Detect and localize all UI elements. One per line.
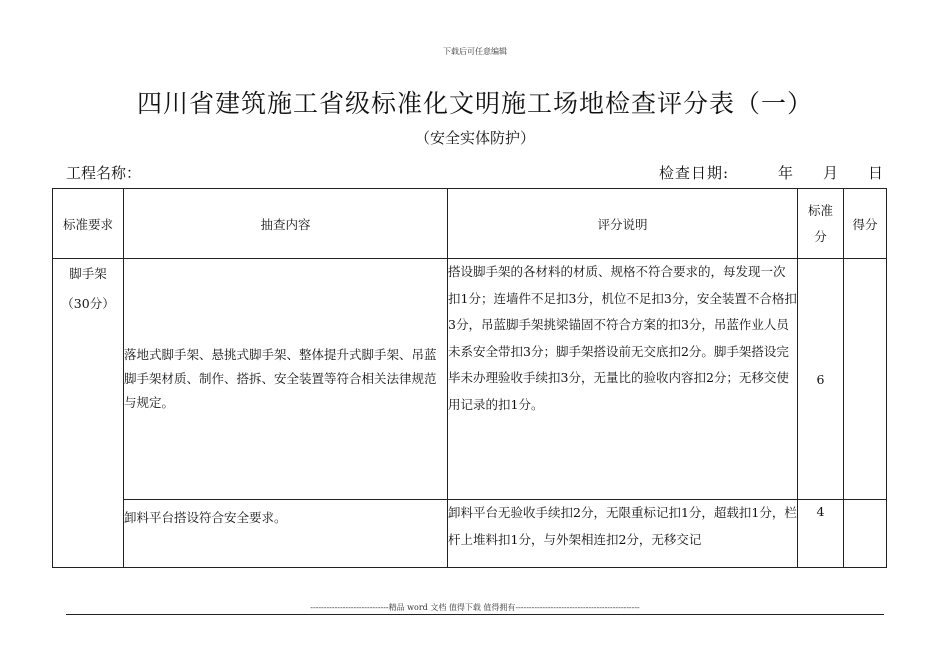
header-score-line2: 分: [814, 228, 827, 244]
score-table: [52, 188, 887, 568]
obtained-score-cell[interactable]: [844, 259, 887, 500]
table-header-row: [53, 189, 887, 259]
category-cell: [53, 259, 124, 568]
category-points: （30分）: [61, 296, 115, 311]
page-subtitle: （安全实体防护）: [414, 129, 535, 147]
table-row: [53, 259, 887, 500]
standard-score-cell: 6: [798, 259, 844, 500]
table-row: [53, 500, 887, 568]
header-requirement: 标准要求: [53, 189, 124, 259]
footer-note: -----------------------------精品 word 文档 值得下载 值得拥有----------------------------------------------: [310, 603, 640, 612]
header-obtained: 得分: [844, 189, 887, 259]
header-description: 评分说明: [448, 189, 798, 259]
top-note: 下载后可任意编辑: [443, 47, 507, 56]
obtained-score-cell[interactable]: [844, 500, 887, 568]
date-year-label: 年: [778, 164, 794, 182]
header-score-line1: 标准: [807, 202, 833, 218]
date-month-label: 月: [823, 164, 839, 182]
description-cell: 卸料平台无验收手续扣2分，无限重标记扣1分，超载扣1分，栏杆上堆料扣1分，与外架相连扣2分，无移交记: [448, 500, 798, 568]
project-name-label: 工程名称：: [66, 164, 142, 182]
header-content: 抽查内容: [124, 189, 448, 259]
standard-score-cell: 4: [798, 500, 844, 568]
category-name: 脚手架: [69, 266, 107, 281]
date-day-label: 日: [868, 164, 884, 182]
header-standard-score: [798, 189, 844, 259]
description-cell: 搭设脚手架的各材料的材质、规格不符合要求的，每发现一次扣1分；连墙件不足扣3分，机位不足扣3分，安全装置不合格扣3分，吊蓝脚手架挑梁锚固不符合方案的扣3分，吊蓝作业人员未系安全带扣3分；脚手架搭设前无交底扣2分。脚手架搭设完毕未办理验收手续扣3分，无量比的验收内容扣2分；无移交使用记录的扣1分。: [448, 259, 798, 500]
page-title: 四川省建筑施工省级标准化文明施工场地检查评分表（一）: [136, 89, 813, 118]
content-cell: 落地式脚手架、悬挑式脚手架、整体提升式脚手架、吊蓝脚手架材质、制作、搭拆、安全装置等符合相关法律规范与规定。: [124, 259, 448, 500]
inspection-date-label: 检查日期:: [659, 164, 730, 182]
content-cell: 卸料平台搭设符合安全要求。: [124, 500, 448, 568]
footer-divider: [66, 614, 884, 615]
